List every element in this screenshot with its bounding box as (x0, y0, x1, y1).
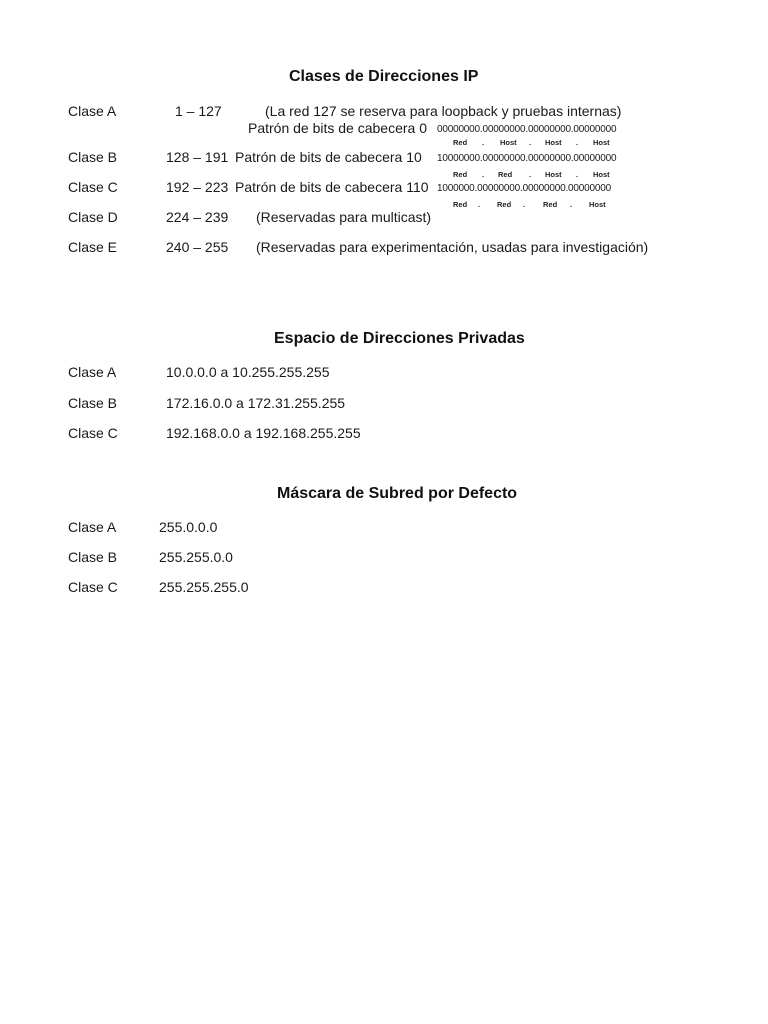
class-c-part-5: Red (543, 200, 558, 209)
mask-row-label: Clase B (68, 549, 118, 565)
class-c-part-6: . (570, 200, 573, 209)
class-c-part-4: . (523, 200, 526, 209)
class-c-part-7: Host (589, 200, 606, 209)
class-c-label: Clase C (68, 179, 118, 195)
default-mask-title: Máscara de Subred por Defecto (277, 485, 518, 502)
class-b-part-5: Host (545, 170, 562, 179)
class-c-part-3: Red (497, 200, 512, 209)
private-row-label: Clase B (68, 395, 118, 411)
class-a-label: Clase A (68, 103, 117, 119)
class-a-part-2: . (482, 138, 485, 147)
mask-row-value: 255.255.0.0 (159, 549, 233, 565)
class-e-range: 240 – 255 (166, 239, 229, 255)
class-e-label: Clase E (68, 239, 118, 255)
class-b-part-1: Red (453, 170, 468, 179)
private-row-range: 172.16.0.0 a 172.31.255.255 (166, 395, 346, 411)
private-row-range: 10.0.0.0 a 10.255.255.255 (166, 364, 330, 380)
class-a-part-5: Host (545, 138, 562, 147)
mask-row-label: Clase C (68, 579, 118, 595)
class-b-part-4: . (529, 170, 532, 179)
class-a-pattern: Patrón de bits de cabecera 0 (248, 120, 428, 136)
class-a-part-6: . (576, 138, 579, 147)
class-b-pattern: Patrón de bits de cabecera 10 (235, 149, 422, 165)
class-b-label: Clase B (68, 149, 118, 165)
mask-row-value: 255.0.0.0 (159, 519, 218, 535)
class-b-part-2: . (482, 170, 485, 179)
mask-row-value: 255.255.255.0 (159, 579, 249, 595)
class-b-part-6: . (576, 170, 579, 179)
class-a-part-4: . (529, 138, 532, 147)
class-e-note: (Reservadas para experimentación, usadas para investigación) (256, 239, 649, 255)
class-b-range: 128 – 191 (166, 149, 229, 165)
class-a-note: (La red 127 se reserva para loopback y pruebas internas) (265, 103, 622, 119)
class-a-part-1: Red (453, 138, 468, 147)
class-a-part-7: Host (593, 138, 610, 147)
private-row-label: Clase A (68, 364, 117, 380)
mask-row-label: Clase A (68, 519, 117, 535)
class-d-range: 224 – 239 (166, 209, 229, 225)
private-row-label: Clase C (68, 425, 118, 441)
class-c-part-2: . (478, 200, 481, 209)
class-b-bits: 10000000.00000000.00000000.00000000 (437, 153, 617, 164)
class-b-part-3: Red (498, 170, 513, 179)
class-c-pattern: Patrón de bits de cabecera 110 (235, 179, 429, 195)
class-c-range: 192 – 223 (166, 179, 229, 195)
private-space-title: Espacio de Direcciones Privadas (274, 330, 525, 347)
private-row-range: 192.168.0.0 a 192.168.255.255 (166, 425, 361, 441)
class-b-part-7: Host (593, 170, 610, 179)
class-a-range: 1 – 127 (175, 103, 222, 119)
class-d-label: Clase D (68, 209, 118, 225)
class-a-bits: 00000000.00000000.00000000.00000000 (437, 124, 617, 135)
ip-classes-title: Clases de Direcciones IP (289, 68, 479, 85)
class-c-part-1: Red (453, 200, 468, 209)
class-c-bits: 1000000.00000000.00000000.00000000 (437, 183, 611, 194)
class-a-part-3: Host (500, 138, 517, 147)
class-d-note: (Reservadas para multicast) (256, 209, 432, 225)
